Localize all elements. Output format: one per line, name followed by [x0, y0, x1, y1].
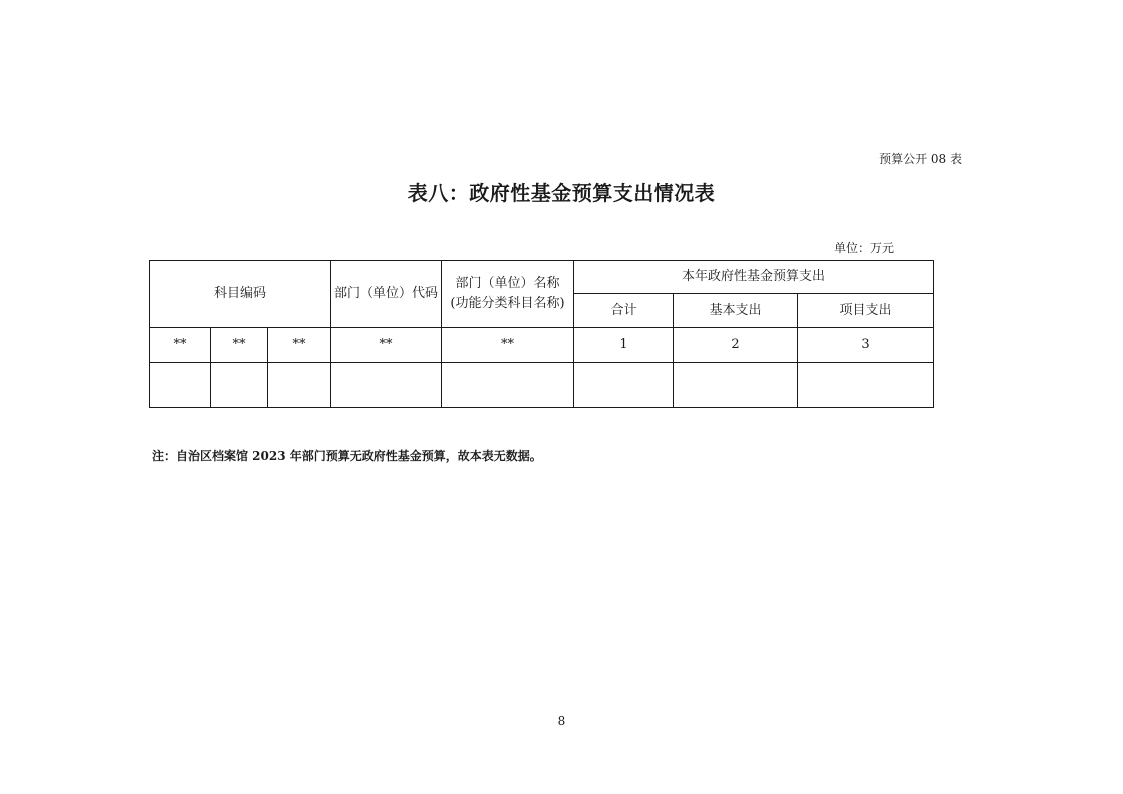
index-cell: ** — [211, 328, 268, 363]
header-dept-name-line1: 部门（单位）名称 — [455, 276, 560, 291]
header-dept-name — [442, 261, 574, 328]
data-cell — [574, 363, 674, 408]
header-row-1 — [150, 261, 934, 294]
unit-label: 单位：万元 — [833, 241, 894, 255]
data-cell — [268, 363, 331, 408]
table-row — [150, 363, 934, 408]
data-cell — [150, 363, 211, 408]
index-cell: 2 — [674, 328, 798, 363]
index-cell: ** — [331, 328, 442, 363]
data-cell — [798, 363, 934, 408]
budget-table — [149, 260, 934, 408]
header-subject-code: 科目编码 — [150, 261, 331, 328]
data-cell — [211, 363, 268, 408]
index-cell: 1 — [574, 328, 674, 363]
header-total: 合计 — [574, 294, 674, 328]
index-cell: ** — [150, 328, 211, 363]
index-cell: ** — [442, 328, 574, 363]
header-basic: 基本支出 — [674, 294, 798, 328]
data-cell — [442, 363, 574, 408]
page-number: 8 — [557, 714, 566, 728]
index-row — [150, 328, 934, 363]
header-dept-code: 部门（单位）代码 — [331, 261, 442, 328]
document-title: 表八：政府性基金预算支出情况表 — [407, 181, 716, 205]
header-dept-name-line2: (功能分类科目名称) — [450, 296, 565, 311]
data-cell — [674, 363, 798, 408]
footnote: 注：自治区档案馆 2023 年部门预算无政府性基金预算，故本表无数据。 — [152, 449, 542, 463]
header-project: 项目支出 — [798, 294, 934, 328]
index-cell: ** — [268, 328, 331, 363]
index-cell: 3 — [798, 328, 934, 363]
form-code-label: 预算公开 08 表 — [879, 152, 962, 166]
header-current-year: 本年政府性基金预算支出 — [574, 261, 934, 294]
data-cell — [331, 363, 442, 408]
